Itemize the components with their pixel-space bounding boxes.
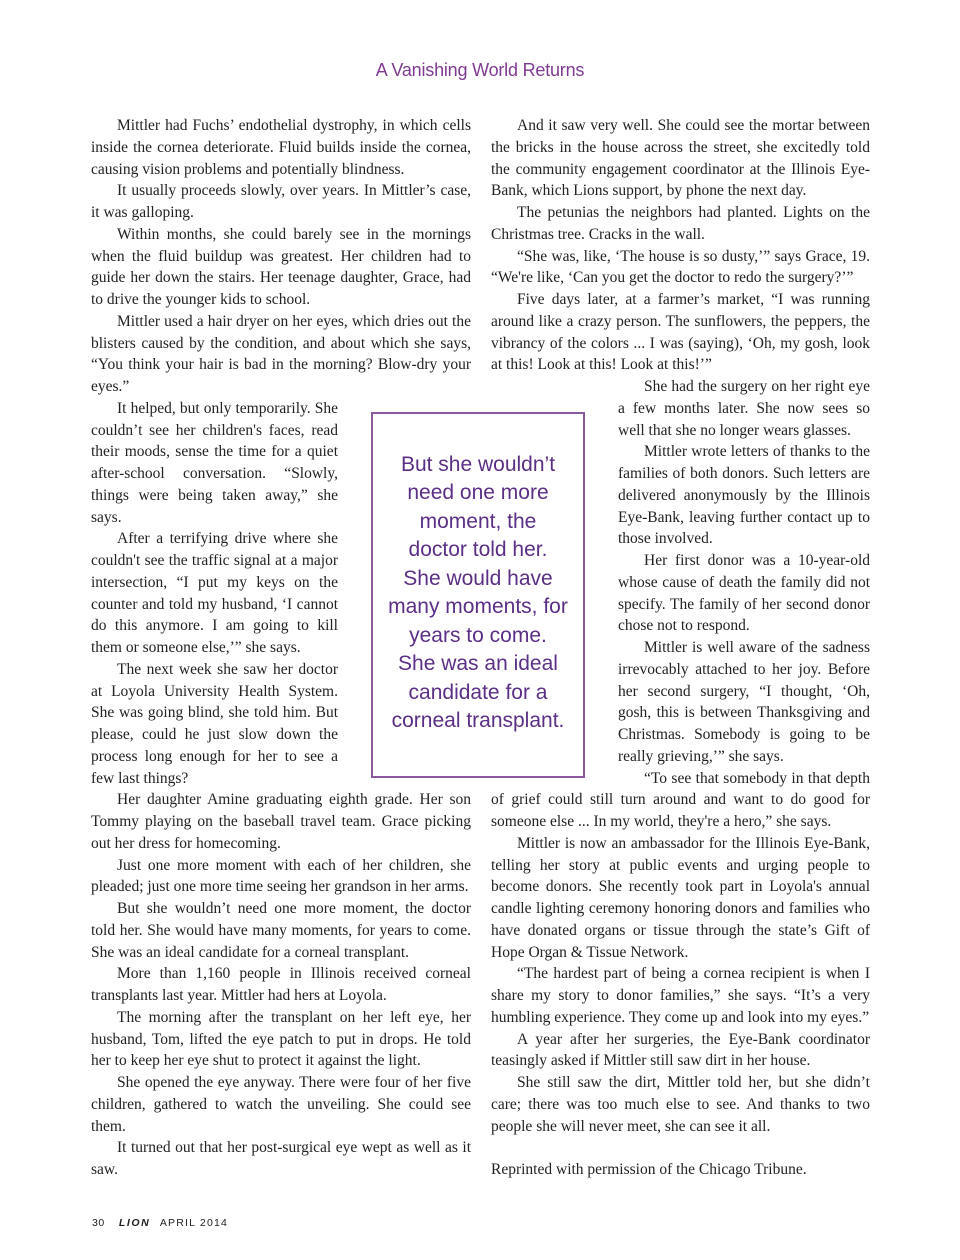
running-head: A Vanishing World Returns — [375, 60, 585, 80]
credit-line: Reprinted with permission of the Chicago Tribune. — [491, 1161, 807, 1178]
paragraph: “The hardest part of being a cornea recipient is when I share my story to donor families,” she says. “It’s a very humbling experience. They come up and look into my eyes.” — [491, 965, 870, 1026]
paragraph: Mittler had Fuchs’ endothelial dystrophy, in which cells inside the cornea deteriorate. Fluid builds inside the cornea, causing vision problems and potentially blindness. — [91, 117, 471, 178]
paragraph: More than 1,160 people in Illinois received corneal transplants last year. Mittler had hers at Loyola. — [91, 965, 471, 1004]
paragraph: “She was, like, ‘The house is so dusty,’” says Grace, 19. “We're like, ‘Can you get the doctor to redo the surgery?’” — [491, 247, 870, 287]
paragraph: She had the surgery on her right eye a few months later. She now sees so well that she no longer wears glasses. — [618, 378, 870, 439]
paragraph: Five days later, at a farmer’s market, “I was running around like a crazy person. The sunflowers, the peppers, the vibrancy of the colors ... I was (saying), ‘Oh, my gosh, look at this! Look at this! Look at this!’” — [491, 291, 870, 374]
paragraph: Just one more moment with each of her children, she pleaded; just one more time seeing her grandson in her arms. — [91, 856, 471, 896]
paragraph: It helped, but only temporarily. She couldn’t see her children's faces, read their moods, sense the time for a quiet after-school conversation. “Slowly, things were being taken away,” she says. — [91, 399, 338, 526]
paragraph: And it saw very well. She could see the mortar between the bricks in the house across the street, she excitedly told the community engagement coordinator at the Illinois Eye-Bank, which Lions support, by phone the next day. — [491, 117, 870, 200]
paragraph: Within months, she could barely see in the mornings when the fluid buildup was greatest. Her children had to guide her down the stairs. Her teenage daughter, Grace, had to drive the younger kids to school. — [91, 225, 471, 308]
paragraph: After a terrifying drive where she couldn't see the traffic signal at a major intersection, “I put my keys on the counter and told my husband, ‘I cannot do this anymore. I am going to kill them or someone else,’” she says. — [91, 530, 338, 656]
magazine-name: LION — [118, 1217, 151, 1229]
paragraph: Mittler used a hair dryer on her eyes, which dries out the blisters caused by the condition, and about which she says, “You think your hair is bad in the morning? Blow-dry your eyes.” — [91, 312, 471, 395]
paragraph: She opened the eye anyway. There were four of her five children, gathered to watch the unveiling. She could see them. — [91, 1074, 471, 1135]
paragraph: The next week she saw her doctor at Loyola University Health System. She was going blind, she told him. But please, could he just slow down the process long enough for her to see a few last things? — [91, 660, 338, 787]
paragraph: It turned out that her post-surgical eye wept as well as it saw. — [91, 1139, 471, 1178]
issue-date: APRIL 2014 — [159, 1217, 229, 1229]
paragraph: The morning after the transplant on her left eye, her husband, Tom, lifted the eye patch to put in drops. He told her to keep her eye shut to protect it against the light. — [91, 1008, 471, 1070]
paragraph: Mittler is well aware of the sadness irrevocably attached to her joy. Before her second surgery, “I thought, ‘Oh, gosh, this is between Thanksgiving and Christmas. Somebody is going to be really grieving,’” she says. — [618, 639, 870, 765]
page-number: 30 — [92, 1217, 105, 1229]
paragraph: But she wouldn’t need one more moment, the doctor told her. She would have many moments, for years to come. She was an ideal candidate for a corneal transplant. — [91, 900, 471, 961]
paragraph: It usually proceeds slowly, over years. In Mittler’s case, it was galloping. — [91, 182, 471, 221]
paragraph: Her daughter Amine graduating eighth grade. Her son Tommy playing on the baseball travel team. Grace picking out her dress for homecoming. — [91, 791, 471, 852]
paragraph: The petunias the neighbors had planted. Lights on the Christmas tree. Cracks in the wall. — [491, 204, 870, 243]
pull-quote-text: But she wouldn’t need one more moment, the doctor told her. She would have many moments, for years to come. She was an ideal candidate for a corneal transplant. — [388, 452, 568, 732]
paragraph: A year after her surgeries, the Eye-Bank coordinator teasingly asked if Mittler still saw dirt in her house. — [491, 1030, 870, 1070]
paragraph: Her first donor was a 10-year-old whose cause of death the family did not specify. The family of her second donor chose not to respond. — [618, 552, 870, 635]
pull-quote-box — [371, 412, 585, 778]
blank-line — [491, 1137, 870, 1159]
page-footer — [92, 1217, 228, 1229]
paragraph: Mittler is now an ambassador for the Illinois Eye-Bank, telling her story at public events and urging people to become donors. She recently took part in Loyola's annual candle lighting ceremony honoring donors and families who have donated organs or tissue through the state’s Gift of Hope Organ & Tissue Network. — [491, 834, 870, 961]
paragraph: “To see that somebody in that depth of grief could still turn around and want to do good for someone else ... In my world, they're a hero,” she says. — [491, 769, 870, 830]
paragraph: She still saw the dirt, Mittler told her, but she didn’t care; there was too much else to see. And thanks to two people she will never meet, she can see it all. — [491, 1074, 870, 1135]
paragraph: Mittler wrote letters of thanks to the families of both donors. Such letters are delivered anonymously by the Illinois Eye-Bank, leaving further contact up to those involved. — [618, 443, 870, 548]
